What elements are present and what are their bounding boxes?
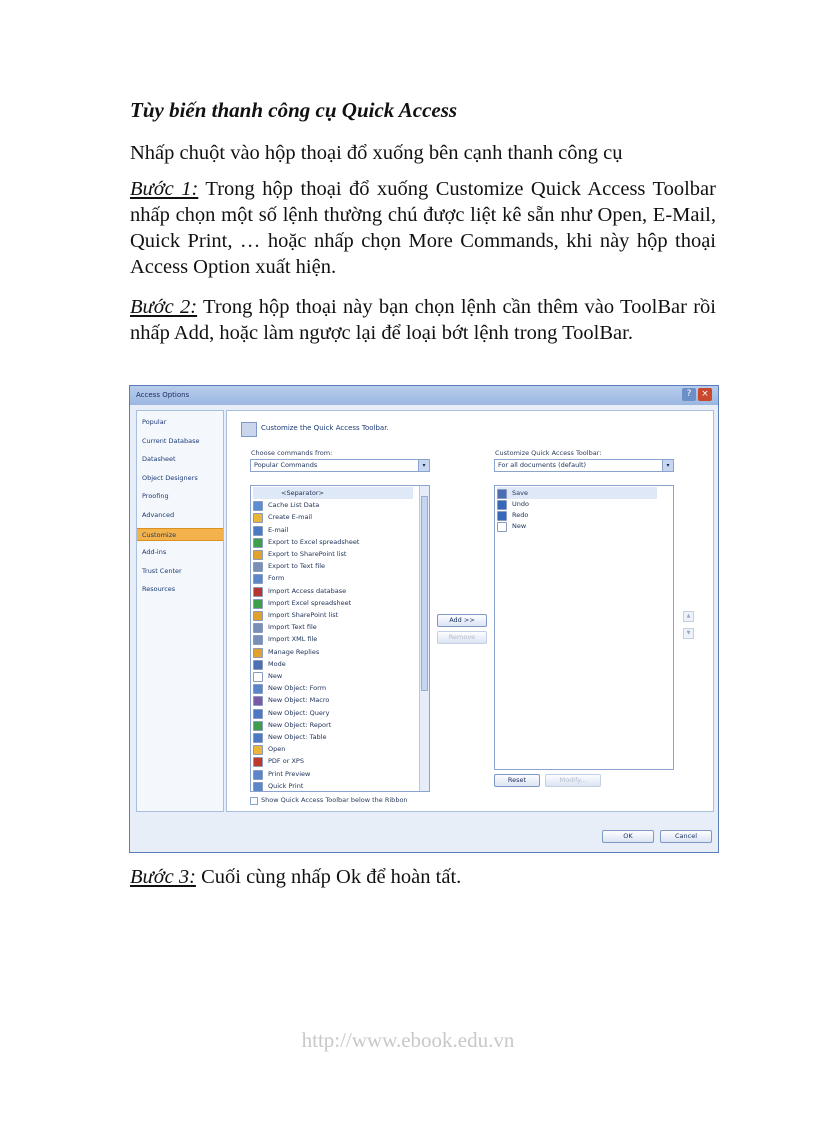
- command-label: Export to Text file: [268, 562, 326, 571]
- command-icon: [253, 538, 263, 548]
- command-icon: [253, 611, 263, 621]
- step2-label: Bước 2:: [130, 296, 198, 318]
- command-label: PDF or XPS: [268, 757, 304, 766]
- command-label: Redo: [512, 511, 529, 519]
- command-icon: [253, 648, 263, 658]
- command-icon: [253, 672, 263, 682]
- remove-button[interactable]: Remove: [437, 631, 487, 644]
- command-icon: [497, 489, 507, 499]
- command-label: New Object: Table: [268, 733, 327, 741]
- move-down-icon[interactable]: ▼: [683, 628, 694, 639]
- command-icon: [253, 526, 263, 536]
- command-icon: [253, 696, 263, 706]
- footer-url: http://www.ebook.edu.vn: [301, 1028, 515, 1052]
- command-icon: [253, 660, 263, 670]
- command-label: Undo: [512, 500, 529, 508]
- command-icon: [253, 562, 263, 572]
- add-button[interactable]: Add >>: [437, 614, 487, 627]
- nav-item[interactable]: Customize: [137, 528, 223, 541]
- command-icon: [253, 782, 263, 792]
- chevron-down-icon: ▾: [662, 460, 673, 471]
- show-below-ribbon-label: Show Quick Access Toolbar below the Ribbon: [261, 796, 408, 804]
- access-options-dialog: [129, 385, 719, 853]
- command-label: Open: [268, 745, 286, 754]
- step3-label: Bước 3:: [130, 866, 196, 888]
- toolbar-commands-list[interactable]: [494, 485, 674, 770]
- command-label: <Separator>: [281, 489, 324, 497]
- command-label: Import SharePoint list: [268, 611, 339, 619]
- choose-commands-select[interactable]: [250, 459, 430, 472]
- dialog-titlebar: [130, 386, 718, 405]
- nav-item[interactable]: Popular: [142, 418, 167, 426]
- command-label: Cache List Data: [268, 501, 320, 510]
- command-label: E-mail: [268, 525, 289, 534]
- command-label: New Object: Query: [268, 708, 330, 717]
- command-icon: [497, 511, 507, 521]
- step2-paragraph: [130, 294, 716, 346]
- nav-item[interactable]: Advanced: [142, 511, 175, 519]
- step3-paragraph: [130, 864, 716, 890]
- customize-toolbar-value: For all documents (default): [498, 461, 587, 469]
- command-label: Export to SharePoint list: [268, 550, 347, 558]
- step1-label: Bước 1:: [130, 178, 199, 200]
- command-label: New: [512, 522, 527, 530]
- help-icon[interactable]: ?: [682, 388, 696, 401]
- command-label: Save: [512, 489, 528, 497]
- command-label: New Object: Report: [268, 720, 332, 729]
- command-icon: [253, 623, 263, 633]
- nav-item[interactable]: Trust Center: [142, 566, 182, 575]
- step1-text: Trong hộp thoại đổ xuống Customize Quick Access Toolbar nhấp chọn một số lệnh thường chú được liệt kê sẵn như Open, E-Mail, Quick Print, … hoặc nhấp chọn More Commands, khi này hộp thoại Access Option xuất hiện.: [130, 178, 716, 278]
- command-label: Print Preview: [268, 769, 311, 778]
- commands-scrollbar[interactable]: [419, 486, 429, 791]
- customize-toolbar-label: Customize Quick Access Toolbar:: [495, 449, 602, 457]
- command-label: New: [268, 672, 283, 680]
- available-commands-list[interactable]: [250, 485, 430, 792]
- command-icon: [253, 574, 263, 584]
- command-label: Import Text file: [268, 623, 317, 632]
- command-label: Create E-mail: [268, 513, 313, 522]
- modify-button[interactable]: Modify...: [545, 774, 601, 787]
- command-icon: [253, 513, 263, 523]
- nav-item[interactable]: Datasheet: [142, 455, 176, 464]
- command-icon: [497, 500, 507, 510]
- nav-item[interactable]: Current Database: [142, 436, 200, 445]
- choose-commands-label: Choose commands from:: [251, 449, 333, 457]
- command-icon: [253, 587, 263, 597]
- command-icon: [253, 721, 263, 731]
- command-label: Quick Print: [268, 781, 304, 790]
- ok-button[interactable]: OK: [602, 830, 654, 843]
- close-icon[interactable]: ×: [698, 388, 712, 401]
- command-icon: [253, 757, 263, 767]
- step2-text: Trong hộp thoại này bạn chọn lệnh cần thêm vào ToolBar rồi nhấp Add, hoặc làm ngược lại để loại bớt lệnh trong ToolBar.: [130, 296, 716, 344]
- reset-button[interactable]: Reset: [494, 774, 540, 787]
- command-label: Import Excel spreadsheet: [268, 598, 352, 607]
- command-label: Export to Excel spreadsheet: [268, 537, 360, 546]
- command-icon: [253, 709, 263, 719]
- chevron-down-icon: ▾: [418, 460, 429, 471]
- customize-panel: [226, 410, 714, 812]
- options-nav-pane: [136, 410, 224, 812]
- command-icon: [253, 599, 263, 609]
- quick-access-toolbar-icon: [241, 422, 257, 437]
- command-list-item[interactable]: [253, 487, 413, 499]
- command-icon: [253, 501, 263, 511]
- dialog-title: Access Options: [136, 391, 190, 399]
- command-icon: [253, 684, 263, 694]
- nav-item[interactable]: Object Designers: [142, 473, 198, 482]
- command-icon: [253, 733, 263, 743]
- command-label: Import Access database: [268, 586, 347, 595]
- step1-paragraph: [130, 176, 716, 280]
- cancel-button[interactable]: Cancel: [660, 830, 712, 843]
- command-label: Form: [268, 574, 285, 583]
- command-icon: [253, 745, 263, 755]
- show-below-ribbon-checkbox[interactable]: [250, 797, 258, 805]
- command-label: Import XML file: [268, 635, 318, 644]
- command-icon: [253, 770, 263, 780]
- command-icon: [253, 550, 263, 560]
- section-title: Customize the Quick Access Toolbar.: [261, 424, 389, 432]
- nav-item[interactable]: Add-ins: [142, 548, 167, 557]
- nav-item[interactable]: Resources: [142, 585, 176, 594]
- command-icon: [253, 635, 263, 645]
- customize-toolbar-select[interactable]: [494, 459, 674, 472]
- scrollbar-thumb[interactable]: [421, 496, 428, 691]
- command-label: New Object: Macro: [268, 696, 330, 705]
- choose-commands-value: Popular Commands: [254, 461, 318, 469]
- command-icon: [497, 522, 507, 532]
- command-label: Mode: [268, 659, 286, 668]
- page-heading: Tùy biến thanh công cụ Quick Access: [130, 98, 458, 122]
- intro-paragraph: Nhấp chuột vào hộp thoại đổ xuống bên cạnh thanh công cụ: [130, 142, 623, 164]
- command-label: Manage Replies: [268, 647, 320, 656]
- command-label: New Object: Form: [268, 684, 327, 693]
- move-up-icon[interactable]: ▲: [683, 611, 694, 622]
- step3-text: Cuối cùng nhấp Ok để hoàn tất.: [195, 866, 462, 888]
- nav-item[interactable]: Proofing: [142, 492, 169, 501]
